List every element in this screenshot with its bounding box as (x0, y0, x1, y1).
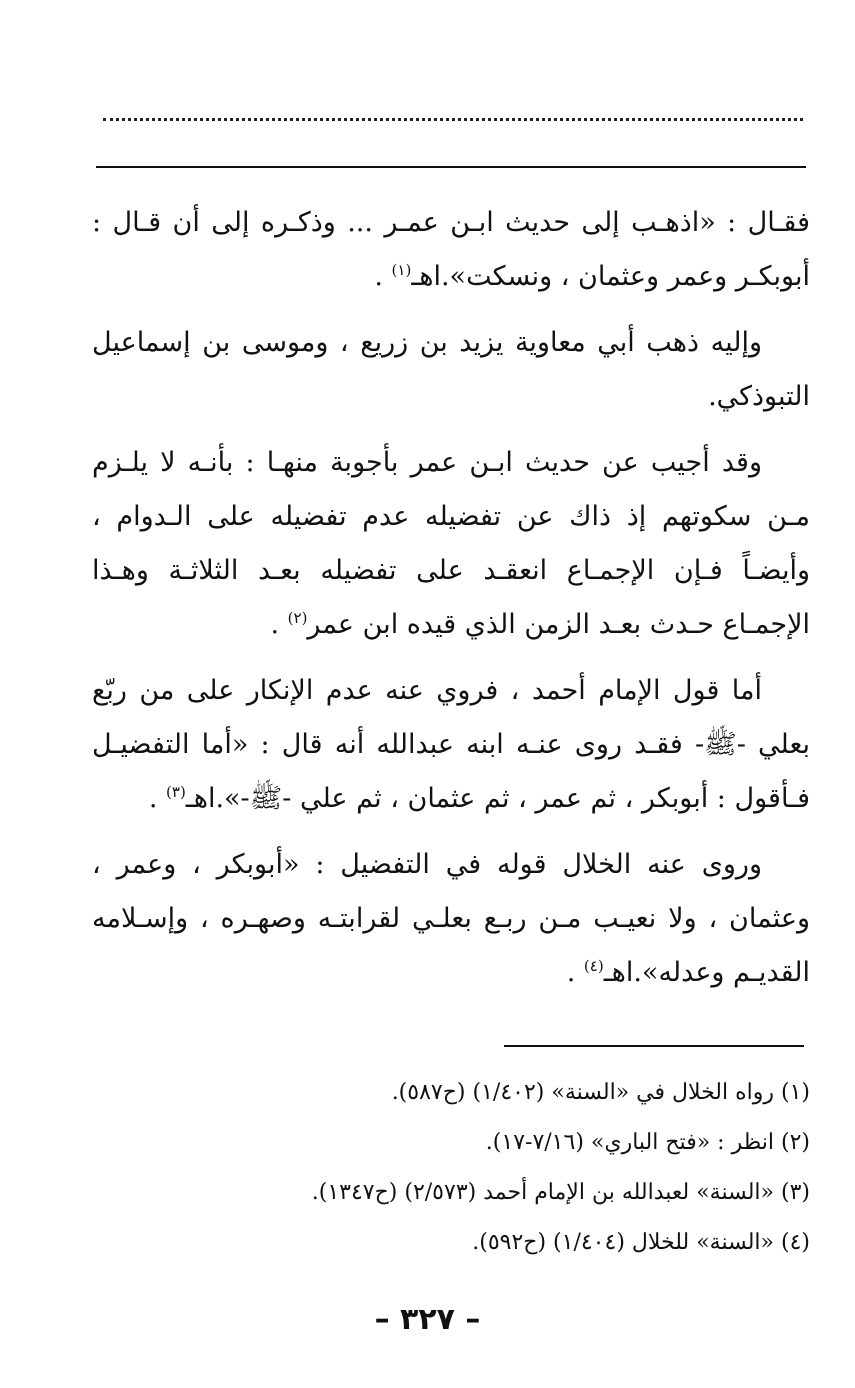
dotted-separator (103, 118, 803, 121)
footnote-ref-1: (١) (391, 261, 412, 279)
paragraph-4-text: أما قول الإمام أحمد ، فروي عنه عدم الإنكار على من ربّع بعلي -ﷺ- فقـد روى عنـه ابنه عبدالله أنه قال : «أما التفضيـل فـأقول : أبوبكر ، ثم عمر ، ثم عثمان ، ثم علي -ﷺ-».اهـ (92, 675, 810, 814)
footnote-3: (٣) «السنة» لعبدالله بن الإمام أحمد (٢/٥٧٣) (ح١٣٤٧). (311, 1180, 810, 1205)
paragraph-1-text: فقـال : «اذهـب إلى حديث ابـن عمـر ... وذكـره إلى أن قـال : أبوبكـر وعمر وعثمان ، ونسكت».اهـ (92, 207, 810, 292)
footnote-rule (504, 1045, 804, 1047)
paragraph-3: وقد أجيب عن حديث ابـن عمر بأجوبة منهـا : بأنـه لا يلـزم مـن سكوتهم إذ ذاك عن تفضيله عدم تفضيله على الـدوام ، وأيضـاً فـإن الإجمـاع انعقـد على تفضيله بعـد الثلاثـة وهـذا الإجمـاع حـدث بعـد الزمن الذي قيده ابن عمر$^{(٢)}$ . (92, 447, 810, 640)
paragraph-3-text: وقد أجيب عن حديث ابـن عمر بأجوبة منهـا : بأنـه لا يلـزم مـن سكوتهم إذ ذاك عن تفضيله عدم تفضيله على الـدوام ، وأيضـاً فـإن الإجمـاع انعقـد على تفضيله بعـد الثلاثـة وهـذا الإجمـاع حـدث بعـد الزمن الذي قيده ابن عمر (92, 447, 810, 640)
footnote-4: (٤) «السنة» للخلال (١/٤٠٤) (ح٥٩٢). (472, 1230, 810, 1255)
paragraph-2-text: وإليه ذهب أبي معاوية يزيد بن زريع ، وموسى بن إسماعيل التبوذكي. (92, 327, 810, 412)
footnote-ref-2: (٢) (287, 609, 308, 627)
paragraph-5-text: وروى عنه الخلال قوله في التفضيل : «أبوبكر ، وعمر ، وعثمان ، ولا نعيـب مـن ربـع بعلـي لقرابتـه وصهـره ، وإسـلامه القديـم وعدله».اهـ (92, 849, 810, 988)
footnote-2: (٢) انظر : «فتح الباري» (٧/١٦-١٧). (485, 1130, 810, 1155)
header-rule (96, 166, 806, 168)
page-number: – ٣٢٧ – (374, 1302, 481, 1337)
paragraph-2 (92, 316, 810, 424)
footnote-ref-3: (٣) (166, 783, 186, 801)
footnotes (92, 1068, 810, 1268)
main-text (92, 196, 810, 1012)
paragraph-1: فقـال : «اذهـب إلى حديث ابـن عمـر ... وذكـره إلى أن قـال : أبوبكـر وعمر وعثمان ، ونسكت».اهـ$^{(١)}$ . (92, 207, 810, 292)
footnote-1: (١) رواه الخلال في «السنة» (١/٤٠٢) (ح٥٨٧). (391, 1080, 810, 1105)
paragraph-5: وروى عنه الخلال قوله في التفضيل : «أبوبكر ، وعمر ، وعثمان ، ولا نعيـب مـن ربـع بعلـي لقرابتـه وصهـره ، وإسـلامه القديـم وعدله».اهـ$^{(٤)}$ . (92, 849, 810, 988)
footnote-ref-4: (٤) (583, 957, 604, 975)
paragraph-4: أما قول الإمام أحمد ، فروي عنه عدم الإنكار على من ربّع بعلي -ﷺ- فقـد روى عنـه ابنه عبدالله أنه قال : «أما التفضيـل فـأقول : أبوبكر ، ثم عمر ، ثم عثمان ، ثم علي -ﷺ-».اهـ$^{(٣)}$ . (92, 675, 810, 814)
